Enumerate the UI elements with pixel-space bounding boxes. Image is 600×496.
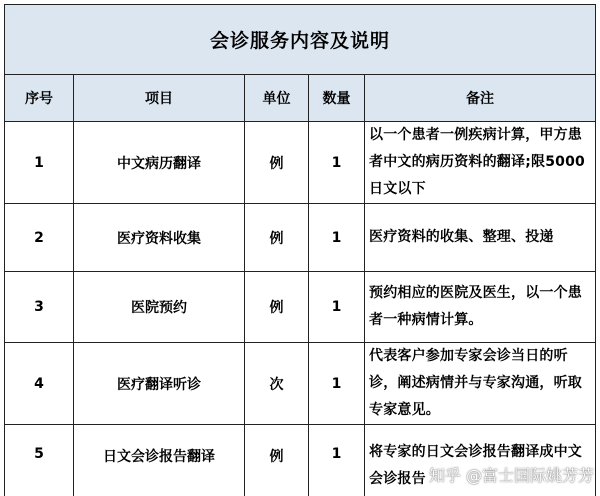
service-table [4, 4, 596, 496]
cell-unit: 例 [245, 122, 309, 204]
cell-unit: 次 [245, 343, 309, 425]
cell-item: 医院预约 [74, 272, 245, 343]
table-row [5, 272, 596, 343]
cell-qty: 1 [309, 122, 365, 204]
service-table-sheet [4, 4, 596, 496]
header-qty: 数量 [309, 75, 365, 122]
cell-item: 中文病历翻译 [74, 122, 245, 204]
table-title: 会诊服务内容及说明 [5, 5, 596, 75]
table-row [5, 343, 596, 425]
cell-item-text: 日文会诊报告翻译 [103, 449, 215, 465]
cell-item: 医疗资料收集 [74, 204, 245, 272]
header-note: 备注 [365, 75, 596, 122]
cell-unit [245, 425, 309, 496]
header-no: 序号 [5, 75, 74, 122]
cell-no: 4 [5, 343, 74, 425]
cell-qty: 1 [309, 343, 365, 425]
cell-qty-text: 1 [331, 446, 342, 462]
cell-note: 以一个患者一例疾病计算，甲方患者中文的病历资料的翻译;限5000日文以下 [365, 122, 596, 204]
cell-note: 医疗资料的收集、整理、投递 [365, 204, 596, 272]
header-unit: 单位 [245, 75, 309, 122]
header-item: 项目 [74, 75, 245, 122]
cell-qty [309, 425, 365, 496]
cell-note: 代表客户参加专家会诊当日的听诊，阐述病情并与专家沟通，听取专家意见。 [365, 343, 596, 425]
cell-unit: 例 [245, 272, 309, 343]
cell-no [5, 425, 74, 496]
cell-no: 3 [5, 272, 74, 343]
cell-item: 医疗翻译听诊 [74, 343, 245, 425]
cell-note: 预约相应的医院及医生，以一个患者一种病情计算。 [365, 272, 596, 343]
cell-unit: 例 [245, 204, 309, 272]
cell-no-text: 5 [34, 446, 44, 462]
cell-unit-text: 例 [269, 449, 284, 465]
watermark: 知乎 @富士国际姚芳芳 [428, 466, 594, 485]
cell-note-text: 将专家的日文会诊报告翻译成中文会诊报告 [369, 444, 582, 487]
cell-qty: 1 [309, 272, 365, 343]
table-row [5, 122, 596, 204]
cell-no: 2 [5, 204, 74, 272]
cell-no: 1 [5, 122, 74, 204]
cell-item [74, 425, 245, 496]
header-row [5, 75, 596, 122]
table-row [5, 204, 596, 272]
cell-qty: 1 [309, 204, 365, 272]
